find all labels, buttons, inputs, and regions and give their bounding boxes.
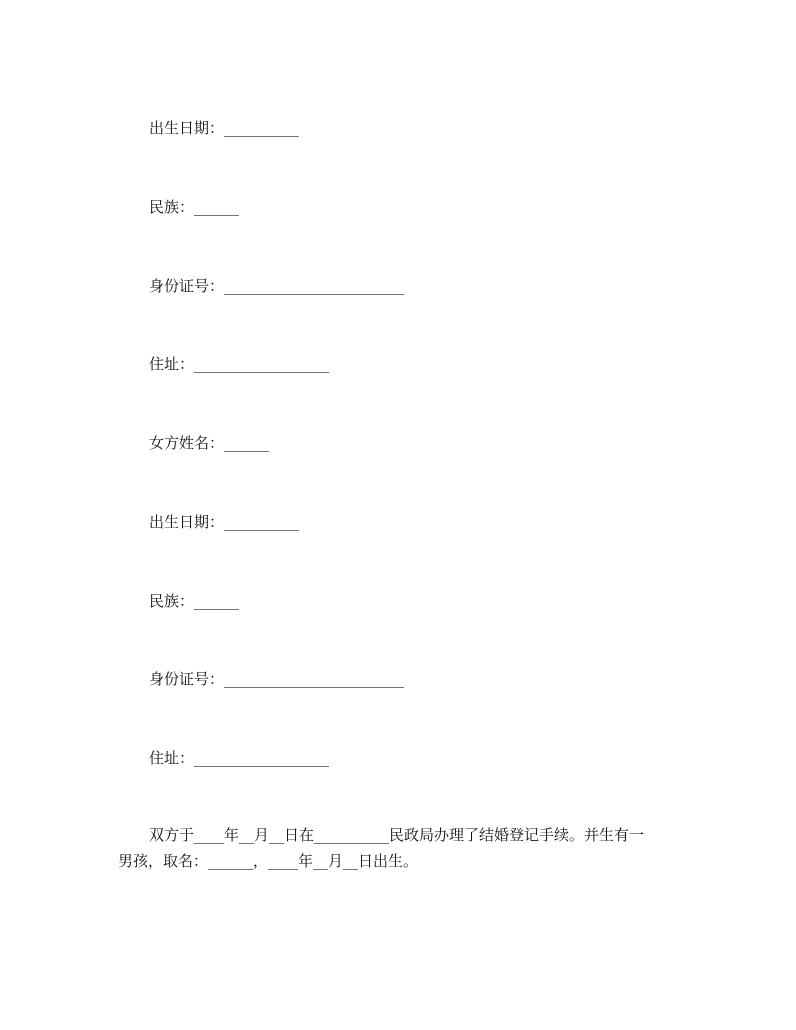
man-ethnicity-line: 民族：______	[149, 198, 240, 216]
man-id-number-line: 身份证号：________________________	[149, 277, 405, 295]
paragraph-line-1-text: 双方于____年__月__日在__________民政局办理了结婚登记手续。并生有一	[149, 826, 645, 844]
man-birth-date-line: 出生日期：__________	[149, 119, 300, 137]
paragraph-line-2	[118, 848, 678, 874]
woman-address-line: 住址：__________________	[149, 749, 330, 767]
paragraph-line-2-text: 男孩，取名：______，____年__月__日出生。	[118, 852, 419, 870]
man-address-line: 住址：__________________	[149, 355, 330, 373]
marriage-registration-paragraph	[118, 822, 678, 874]
paragraph-line-1	[118, 822, 678, 848]
woman-birth-date-line: 出生日期：__________	[149, 513, 300, 531]
woman-name-line: 女方姓名：______	[149, 434, 270, 452]
woman-ethnicity-line: 民族：______	[149, 592, 240, 610]
woman-id-number-line: 身份证号：________________________	[149, 670, 405, 688]
